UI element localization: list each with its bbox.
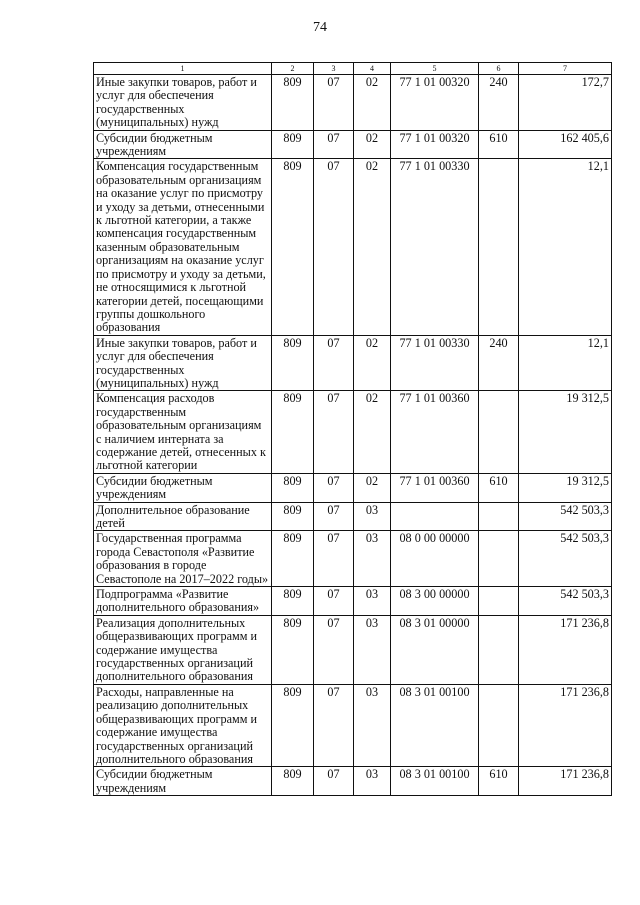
header-col-5: 5: [391, 63, 479, 75]
row-section-code: 07: [314, 130, 354, 159]
row-section-code: 07: [314, 684, 354, 766]
row-amount: 542 503,3: [519, 531, 612, 587]
row-amount: 162 405,6: [519, 130, 612, 159]
row-target-article: 77 1 01 00320: [391, 130, 479, 159]
row-name: Субсидии бюджетным учреждениям: [94, 473, 272, 502]
row-expense-type: [479, 684, 519, 766]
table-body: [94, 75, 612, 796]
table-row: [94, 159, 612, 335]
row-name: Субсидии бюджетным учреждениям: [94, 767, 272, 796]
row-ved-code: 809: [272, 335, 314, 391]
row-expense-type: 610: [479, 767, 519, 796]
table-row: [94, 684, 612, 766]
row-expense-type: [479, 531, 519, 587]
row-expense-type: [479, 502, 519, 531]
table-header-row: [94, 63, 612, 75]
header-col-3: 3: [314, 63, 354, 75]
row-section-code: 07: [314, 531, 354, 587]
table-row: [94, 502, 612, 531]
table-row: [94, 335, 612, 391]
row-section-code: 07: [314, 615, 354, 684]
row-target-article: 77 1 01 00330: [391, 159, 479, 335]
table-row: [94, 587, 612, 616]
row-amount: 171 236,8: [519, 767, 612, 796]
row-name: Дополнительное образование детей: [94, 502, 272, 531]
row-name: Иные закупки товаров, работ и услуг для обеспечения государственных (муниципальных) нужд: [94, 335, 272, 391]
row-section-code: 07: [314, 473, 354, 502]
row-name: Реализация дополнительных общеразвивающих программ и содержание имущества государственных организаций дополнительного образования: [94, 615, 272, 684]
row-subsection-code: 02: [354, 391, 391, 473]
row-subsection-code: 02: [354, 335, 391, 391]
row-ved-code: 809: [272, 684, 314, 766]
row-subsection-code: 02: [354, 473, 391, 502]
row-target-article: 77 1 01 00360: [391, 473, 479, 502]
row-section-code: 07: [314, 502, 354, 531]
row-target-article: 08 3 01 00100: [391, 684, 479, 766]
row-subsection-code: 02: [354, 159, 391, 335]
row-subsection-code: 03: [354, 615, 391, 684]
row-section-code: 07: [314, 75, 354, 131]
row-amount: 172,7: [519, 75, 612, 131]
row-subsection-code: 03: [354, 502, 391, 531]
row-ved-code: 809: [272, 75, 314, 131]
row-ved-code: 809: [272, 130, 314, 159]
row-name: Субсидии бюджетным учреждениям: [94, 130, 272, 159]
row-expense-type: [479, 615, 519, 684]
row-subsection-code: 02: [354, 75, 391, 131]
row-name: Иные закупки товаров, работ и услуг для обеспечения государственных (муниципальных) нужд: [94, 75, 272, 131]
row-ved-code: 809: [272, 391, 314, 473]
row-amount: 542 503,3: [519, 587, 612, 616]
row-amount: 19 312,5: [519, 391, 612, 473]
row-target-article: 08 3 01 00100: [391, 767, 479, 796]
row-expense-type: 610: [479, 130, 519, 159]
row-expense-type: [479, 159, 519, 335]
row-ved-code: 809: [272, 502, 314, 531]
row-subsection-code: 03: [354, 531, 391, 587]
row-target-article: 08 3 01 00000: [391, 615, 479, 684]
row-target-article: [391, 502, 479, 531]
row-amount: 171 236,8: [519, 615, 612, 684]
table-row: [94, 531, 612, 587]
row-section-code: 07: [314, 767, 354, 796]
row-amount: 171 236,8: [519, 684, 612, 766]
row-name: Компенсация государственным образовательным организациям на оказание услуг по присмотру и уходу за детьми, отнесенными к льготной категории, а также компенсация государственным казенным образовательным организациям на оказание услуг по присмотру и уходу за детьми, не относящимися к льготной категории детей, посещающими группы дошкольного образования: [94, 159, 272, 335]
row-ved-code: 809: [272, 159, 314, 335]
budget-table: [93, 62, 612, 796]
row-amount: 12,1: [519, 335, 612, 391]
row-section-code: 07: [314, 159, 354, 335]
row-target-article: 08 0 00 00000: [391, 531, 479, 587]
header-col-2: 2: [272, 63, 314, 75]
row-subsection-code: 03: [354, 767, 391, 796]
row-name: Компенсация расходов государственным образовательным организациям с наличием интерната за содержание детей, отнесенных к льготной категории: [94, 391, 272, 473]
row-subsection-code: 02: [354, 130, 391, 159]
row-target-article: 77 1 01 00330: [391, 335, 479, 391]
table-row: [94, 75, 612, 131]
table-row: [94, 130, 612, 159]
row-amount: 12,1: [519, 159, 612, 335]
table-row: [94, 767, 612, 796]
row-ved-code: 809: [272, 767, 314, 796]
row-name: Расходы, направленные на реализацию дополнительных общеразвивающих программ и содержание имущества государственных организаций дополнительного образования: [94, 684, 272, 766]
header-col-1: 1: [94, 63, 272, 75]
row-expense-type: 610: [479, 473, 519, 502]
row-name: Государственная программа города Севастополя «Развитие образования в городе Севастополе на 2017–2022 годы»: [94, 531, 272, 587]
row-section-code: 07: [314, 587, 354, 616]
row-section-code: 07: [314, 391, 354, 473]
table-row: [94, 391, 612, 473]
row-ved-code: 809: [272, 531, 314, 587]
row-target-article: 77 1 01 00360: [391, 391, 479, 473]
row-expense-type: 240: [479, 75, 519, 131]
row-subsection-code: 03: [354, 684, 391, 766]
page-number: 74: [313, 20, 327, 35]
row-amount: 19 312,5: [519, 473, 612, 502]
row-ved-code: 809: [272, 473, 314, 502]
table-row: [94, 473, 612, 502]
row-ved-code: 809: [272, 587, 314, 616]
row-subsection-code: 03: [354, 587, 391, 616]
row-section-code: 07: [314, 335, 354, 391]
row-expense-type: [479, 587, 519, 616]
table-row: [94, 615, 612, 684]
row-target-article: 08 3 00 00000: [391, 587, 479, 616]
header-col-4: 4: [354, 63, 391, 75]
row-target-article: 77 1 01 00320: [391, 75, 479, 131]
row-name: Подпрограмма «Развитие дополнительного образования»: [94, 587, 272, 616]
row-expense-type: [479, 391, 519, 473]
header-col-7: 7: [519, 63, 612, 75]
header-col-6: 6: [479, 63, 519, 75]
row-amount: 542 503,3: [519, 502, 612, 531]
row-expense-type: 240: [479, 335, 519, 391]
row-ved-code: 809: [272, 615, 314, 684]
